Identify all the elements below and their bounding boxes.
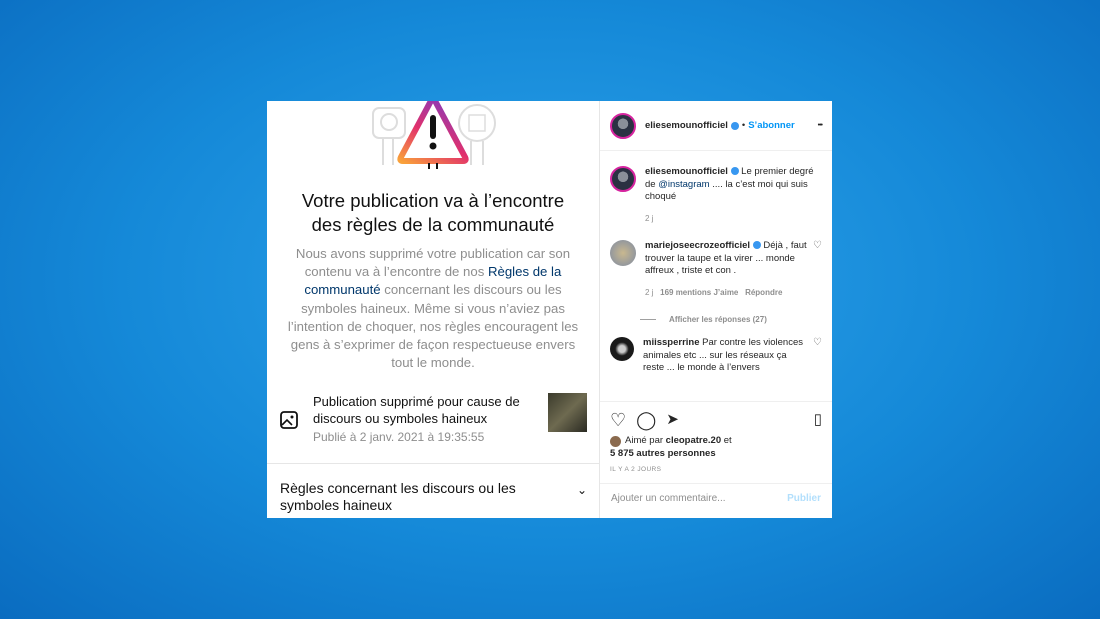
- comments-panel: [600, 101, 832, 518]
- post-thumbnail: [548, 393, 587, 432]
- add-comment-bar: [600, 483, 832, 513]
- follow-button[interactable]: S’abonner: [748, 120, 795, 131]
- likes-summary: [610, 435, 822, 460]
- likes-count[interactable]: 169 mentions J’aime: [660, 287, 739, 297]
- post-timestamp: IL Y A 2 JOURS: [610, 466, 662, 473]
- separator: •: [741, 120, 746, 131]
- caption-time: 2 j: [645, 213, 654, 223]
- like-icon[interactable]: ♡: [610, 410, 627, 430]
- heart-icon[interactable]: ♡: [813, 337, 822, 348]
- comment-input[interactable]: Ajouter un commentaire...: [611, 493, 726, 504]
- publish-button[interactable]: Publier: [787, 493, 821, 504]
- mention-link[interactable]: @instagram: [658, 178, 710, 190]
- view-replies-label: Afficher les réponses (27): [669, 315, 767, 324]
- chevron-down-icon: ⌄: [576, 483, 587, 497]
- verified-icon: [731, 122, 739, 130]
- warning-illustration-icon: [367, 101, 502, 171]
- post-actions: [600, 401, 832, 473]
- divider: [267, 463, 599, 464]
- caption: [610, 166, 822, 225]
- image-icon: [279, 410, 299, 430]
- heart-icon[interactable]: ♡: [813, 240, 822, 251]
- desc-text: concernant les discours ou les symboles haineux. Même si vous n’aviez pas l’intention de choquer, nos règles encouragent les gens à s’exprimer de façon respectueuse envers tout le monde.: [287, 282, 579, 371]
- rules-accordion[interactable]: [280, 480, 587, 514]
- post-card: [267, 101, 832, 518]
- comment-text: Par contre les violences animales etc ... sur les réseaux ça reste ... le monde à l’envers: [643, 337, 803, 373]
- comment: [610, 337, 822, 375]
- avatar[interactable]: [610, 240, 636, 266]
- share-icon[interactable]: ➤: [666, 411, 679, 428]
- removed-post-title: Publication supprimé pour cause de discours ou symboles haineux: [313, 394, 520, 426]
- username[interactable]: eliesemounofficiel: [645, 166, 728, 177]
- liked-others[interactable]: 5 875 autres personnes: [610, 447, 716, 459]
- comment-icon[interactable]: ◯: [636, 410, 657, 430]
- avatar[interactable]: [610, 337, 634, 361]
- removed-post-info: [279, 393, 587, 444]
- verified-icon: [753, 241, 761, 249]
- comment-text: Déjà , faut trouver la taupe et la virer ... monde affreux , triste et con .: [645, 240, 807, 276]
- view-replies-button[interactable]: —— Afficher les réponses (27): [640, 315, 767, 324]
- violation-description: [285, 245, 581, 372]
- violation-panel: [267, 101, 600, 518]
- avatar[interactable]: [610, 113, 636, 139]
- liked-and: et: [721, 435, 732, 446]
- username[interactable]: miissperrine: [643, 337, 700, 348]
- liked-prefix: Aimé par: [625, 435, 666, 446]
- desc-text: Nous avons supprimé votre publication car son contenu va à l’encontre de nos: [295, 246, 571, 280]
- avatar: [610, 436, 621, 447]
- caption-text: Le premier degré de: [645, 166, 814, 190]
- username[interactable]: eliesemounofficiel: [645, 120, 728, 131]
- community-rules-link[interactable]: Règles de la communauté: [304, 264, 562, 298]
- post-header: [600, 101, 832, 151]
- username[interactable]: mariejoseecrozeofficiel: [645, 240, 751, 251]
- removed-post-date: Publié à 2 janv. 2021 à 19:35:55: [313, 430, 485, 444]
- verified-icon: [731, 167, 739, 175]
- bookmark-icon[interactable]: ▯: [813, 411, 822, 428]
- rules-label: Règles concernant les discours ou les symboles haineux: [280, 480, 516, 513]
- caption-text: .... la c’est moi qui suis choqué: [645, 178, 808, 202]
- avatar[interactable]: [610, 166, 636, 192]
- liked-user[interactable]: cleopatre.20: [665, 435, 722, 446]
- reply-button[interactable]: Répondre: [745, 287, 783, 297]
- more-options-icon[interactable]: •••: [817, 122, 822, 129]
- violation-title: Votre publication va à l’encontre des règles de la communauté: [301, 190, 565, 235]
- comment: [610, 240, 822, 327]
- comment-time: 2 j: [645, 287, 654, 297]
